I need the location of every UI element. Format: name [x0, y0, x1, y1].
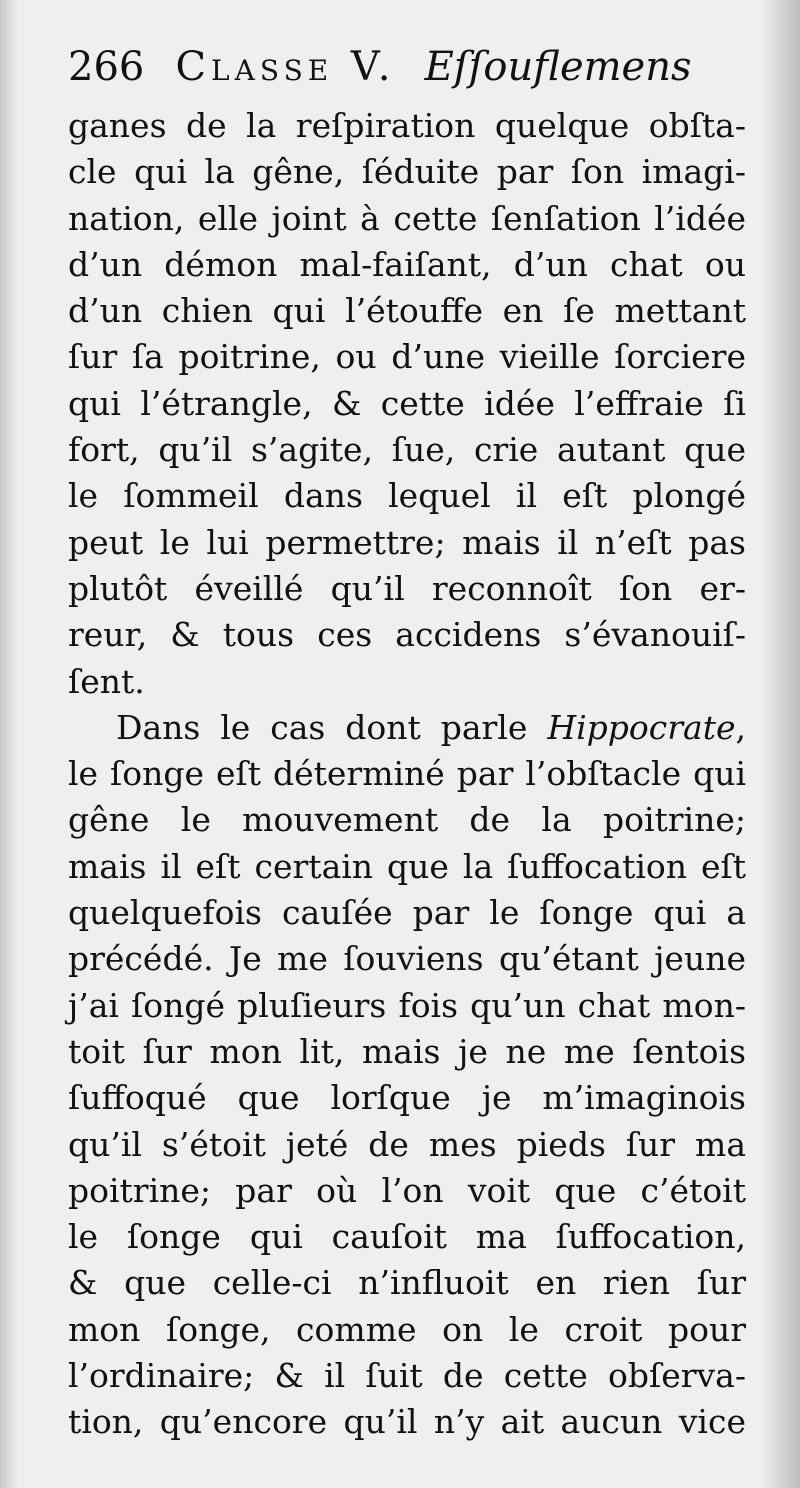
text-line: & que celle-ci n’influoit en rien ſur	[68, 1263, 746, 1303]
text-line: reur, & tous ces accidens s’évanouiſ-	[68, 615, 746, 655]
text-line: mais il eſt certain que la ſuffocation eſt	[68, 846, 746, 886]
text-line: qui l’étrangle, & cette idée l’effraie ſi	[68, 383, 746, 423]
running-header	[68, 44, 748, 104]
text-line: plutôt éveillé qu’il reconnoît ſon er-	[68, 568, 746, 608]
page-right-shadow	[760, 0, 800, 1488]
text-line: précédé. Je me ſouviens qu’étant jeune	[68, 939, 746, 979]
text-line: tion, qu’encore qu’il n’y ait aucun vice	[68, 1402, 746, 1442]
text-line: j’ai ſongé pluſieurs fois qu’un chat mon-	[68, 985, 746, 1025]
italic-name: Hippocrate	[547, 707, 736, 747]
paragraph-end-line: ſent.	[68, 661, 145, 701]
text-line: mon ſonge, comme on le croit pour	[68, 1309, 746, 1349]
text-line: fort, qu’il s’agite, ſue, crie autant que	[68, 430, 746, 470]
text-line: d’un démon mal-faiſant, d’un chat ou	[68, 244, 746, 284]
body-text	[68, 103, 746, 1446]
text-line: qu’il s’étoit jeté de mes pieds ſur ma	[68, 1124, 746, 1164]
running-title: Eſſouflemens	[424, 44, 692, 90]
text-line: cle qui la gêne, ſéduite par ſon imagi-	[68, 152, 746, 192]
text-line: le ſonge eſt déterminé par l’obſtacle qui	[68, 754, 746, 794]
text-line: quelquefois cauſée par le ſonge qui a	[68, 893, 746, 933]
text-line: poitrine; par où l’on voit que c’étoit	[68, 1170, 746, 1210]
text-line: peut le lui permettre; mais il n’eſt pas	[68, 522, 746, 562]
text-line: le ſommeil dans lequel il eſt plongé	[68, 476, 746, 516]
text-line: l’ordinaire; & il ſuit de cette obſerva-	[68, 1356, 746, 1396]
text-line: gêne le mouvement de la poitrine;	[68, 800, 746, 840]
text-line: ſur ſa poitrine, ou d’une vieille ſorciere	[68, 337, 746, 377]
text-line: ſuffoqué que lorſque je m’imaginois	[68, 1078, 746, 1118]
page-left-shadow	[0, 0, 18, 1488]
text-line: ganes de la reſpiration quelque obſta-	[68, 106, 746, 145]
paragraph-start-line: Dans le cas dont parle Hippocrate,	[116, 707, 746, 747]
text-line: toit ſur mon lit, mais je ne me ſentois	[68, 1031, 746, 1071]
page-number: 266	[68, 44, 145, 90]
section-label: Classe V.	[175, 44, 396, 90]
text-line: d’un chien qui l’étouffe en ſe mettant	[68, 291, 746, 331]
text-line: le ſonge qui cauſoit ma ſuffocation,	[68, 1217, 746, 1257]
text-line: nation, elle joint à cette ſenſation l’idée	[68, 198, 746, 238]
